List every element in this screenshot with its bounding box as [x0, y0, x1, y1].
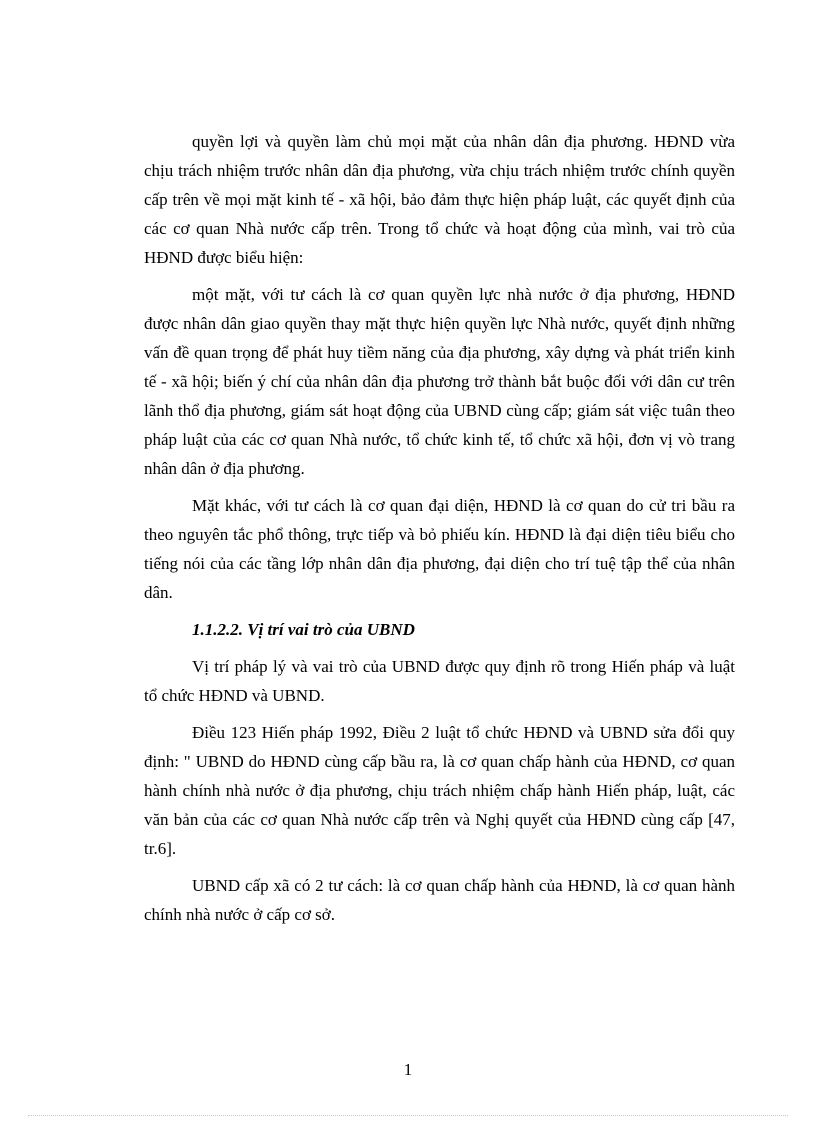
paragraph-hdnd-responsibility: quyền lợi và quyền làm chủ mọi mặt của nhân dân địa phương. HĐND vừa chịu trách nhiệm trước nhân dân địa phương, vừa chịu trách nhiệm trước chính quyền cấp trên về mọi mặt kinh tế - xã hội, bảo đảm thực hiện pháp luật, các quyết định của các cơ quan Nhà nước cấp trên. Trong tổ chức và hoạt động của mình, vai trò của HĐND được biểu hiện:: [144, 132, 735, 267]
paragraph-legal-position: Vị trí pháp lý và vai trò của UBND được quy định rõ trong Hiến pháp và luật tổ chức HĐND và UBND.: [144, 657, 735, 705]
page-number: 1: [403, 1060, 413, 1079]
section-heading: 1.1.2.2. Vị trí vai trò của UBND: [192, 620, 415, 639]
page-body: [144, 127, 735, 937]
paragraph-article-123: Điều 123 Hiến pháp 1992, Điều 2 luật tổ chức HĐND và UBND sửa đổi quy định: " UBND do HĐND cùng cấp bầu ra, là cơ quan chấp hành của HĐND, cơ quan hành chính nhà nước ở địa phương, chịu trách nhiệm chấp hành Hiến pháp, luật, các văn bản của các cơ quan Nhà nước cấp trên và Nghị quyết của HĐND cùng cấp [47, tr.6].: [144, 723, 735, 858]
paragraph-power-role: một mặt, với tư cách là cơ quan quyền lực nhà nước ở địa phương, HĐND được nhân dân giao quyền thay mặt thực hiện quyền lực Nhà nước, quyết định những vấn đề quan trọng để phát huy tiềm năng của địa phương, xây dựng và phát triển kinh tế - xã hội; biến ý chí của nhân dân địa phương trở thành bắt buộc đối với dân cư trên lãnh thổ địa phương, giám sát hoạt động của UBND cùng cấp; giám sát việc tuân theo pháp luật của các cơ quan Nhà nước, tổ chức kinh tế, tổ chức xã hội, đơn vị vò trang nhân dân ở địa phương.: [144, 285, 735, 478]
page-bottom-divider: [28, 1115, 788, 1116]
paragraph-commune-ubnd: UBND cấp xã có 2 tư cách: là cơ quan chấp hành của HĐND, là cơ quan hành chính nhà nước ở cấp cơ sở.: [144, 876, 735, 924]
paragraph-representative-role: Mặt khác, với tư cách là cơ quan đại diện, HĐND là cơ quan do cử tri bầu ra theo nguyên tắc phổ thông, trực tiếp và bỏ phiếu kín. HĐND là đại diện tiêu biểu cho tiếng nói của các tầng lớp nhân dân địa phương, đại diện cho trí tuệ tập thể của nhân dân.: [144, 496, 735, 602]
